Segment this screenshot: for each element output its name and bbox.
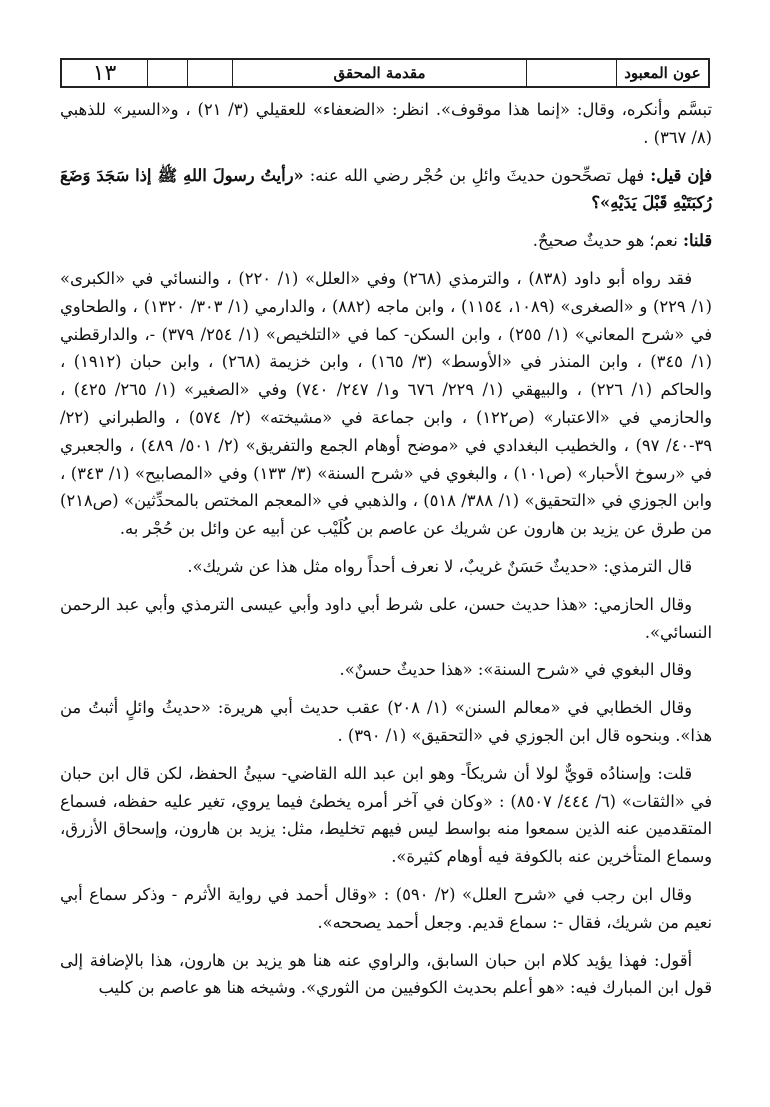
running-header	[60, 58, 710, 88]
paragraph: قلت: وإسنادُه قويٌّ لولا أن شريكاً- وهو ابن عبد الله القاضي- سيئُ الحفظ، لكن قال ابن حبان في «الثقات» (٦/ ٤٤٤/ ٨٥٠٧) : «وكان في آخر أمره يخطئ فيما يروي، تغير عليه حفظه، فسماع المتقدمين عنه الذين سمعوا منه بواسط ليس فيهم تخليط، مثل: يزيد بن هارون، وإسحاق الأزرق، وسماع المتأخرين عنه بالكوفة فيه أوهام كثيرة».	[60, 763, 712, 867]
paragraph: وقال البغوي في «شرح السنة»: «هذا حديثٌ حسنٌ».	[339, 660, 692, 680]
header-spacer	[526, 60, 616, 86]
section-title: مقدمة المحقق	[232, 60, 526, 86]
paragraph: فإن قيل: فهل تصحِّحون حديثَ وائلِ بن حُجْر رضي الله عنه: «رأيتُ رسولَ اللهِ ﷺ إذا سَجَدَ وَضَعَ رُكبَتَيْهِ قَبْلَ يَدَيْهِ»؟	[60, 165, 713, 213]
paragraph: قلنا: نعم؛ هو حديثٌ صحيحٌ.	[532, 231, 712, 251]
paragraph: قال الترمذي: «حديثٌ حَسَنٌ غريبٌ، لا نعرف أحداً رواه مثل هذا عن شريك».	[187, 556, 692, 576]
book-title: عون المعبود	[616, 60, 708, 86]
page-body	[60, 96, 712, 1012]
paragraph: وقال ابن رجب في «شرح العلل» (٢/ ٥٩٠) : «وقال أحمد في رواية الأثرم - وذكر سماع أبي نعيم من شريك، فقال -: سماع قديم. وجعل أحمد يصححه».	[60, 884, 712, 932]
paragraph: فقد رواه أبو داود (٨٣٨) ، والترمذي (٢٦٨) وفي «العلل» (١/ ٢٢٠) ، والنسائي في «الكبرى» (١/ ٢٢٩) و «الصغرى» (١٠٨٩، ١١٥٤) ، وابن ماجه (٨٨٢) ، والدارمي (١/ ٣٠٣/ ١٣٢٠) ، والطحاوي في «شرح المعاني» (١/ ٢٥٥) ، وابن السكن- كما في «التلخيص» (١/ ٢٥٤/ ٣٧٩) -، والدارقطني (١/ ٣٤٥) ، وابن المنذر في «الأوسط» (٣/ ١٦٥) ، وابن خزيمة (٢٦٨) ، وابن حبان (١٩١٢) ، والحاكم (١/ ٢٢٦) ، والبيهقي (١/ ٢٢٩/ ٦٧٦ و١/ ٢٤٧/ ٧٤٠) وفي «الصغير» (١/ ٢٦٥/ ٤٢٥) ، والحازمي في «الاعتبار» (ص١٢٢) ، وابن جماعة في «مشيخته» (٢/ ٥٧٤) ، والطبراني (٢٢/ ٣٩-٤٠/ ٩٧) ، والخطيب البغدادي في «موضح أوهام الجمع والتفريق» (٢/ ٥٠١/ ٤٨٩) ، والجعبري في «رسوخ الأحبار» (ص١٠١) ، والبغوي في «شرح السنة» (٣/ ١٣٣) وفي «المصابيح» (١/ ٣٤٣) ، وابن الجوزي في «التحقيق» (١/ ٣٨٨/ ٥١٨) ، والذهبي في «المعجم المختص بالمحدِّثين» (ص٢١٨) من طرق عن يزيد بن هارون عن شريك عن عاصم بن كُلَيْب عن أبيه عن وائل بن حُجْر به.	[60, 268, 712, 539]
paragraph-lead: فإن قيل:	[650, 165, 713, 185]
paragraph: أقول: فهذا يؤيد كلام ابن حبان السابق، والراوي عنه هنا هو يزيد بن هارون، هذا بالإضافة إلى قول ابن المبارك فيه: «هو أعلم بحديث الكوفيين من الثوري». وشيخه هنا هو عاصم بن كليب	[60, 950, 712, 998]
paragraph-lead: قلنا:	[682, 231, 712, 251]
page-number: ١٣	[92, 60, 117, 86]
header-spacer	[147, 60, 187, 86]
hadith-quote: «رأيتُ رسولَ اللهِ ﷺ إذا سَجَدَ وَضَعَ رُكبَتَيْهِ قَبْلَ يَدَيْهِ»؟	[60, 165, 712, 213]
paragraph: تبسَّم وأنكره، وقال: «إنما هذا موقوف». انظر: «الضعفاء» للعقيلي (٣/ ٢١) ، و«السير» للذهبي (٨/ ٣٦٧) .	[60, 100, 712, 147]
paragraph: وقال الحازمي: «هذا حديث حسن، على شرط أبي داود وأبي عيسى الترمذي وأبي عبد الرحمن النسائي».	[60, 594, 712, 642]
header-spacer	[187, 60, 232, 86]
paragraph: وقال الخطابي في «معالم السنن» (١/ ٢٠٨) عقب حديث أبي هريرة: «حديثُ وائلٍ أثبتُ من هذا». وبنحوه قال ابن الجوزي في «التحقيق» (١/ ٣٩٠) .	[60, 698, 712, 745]
